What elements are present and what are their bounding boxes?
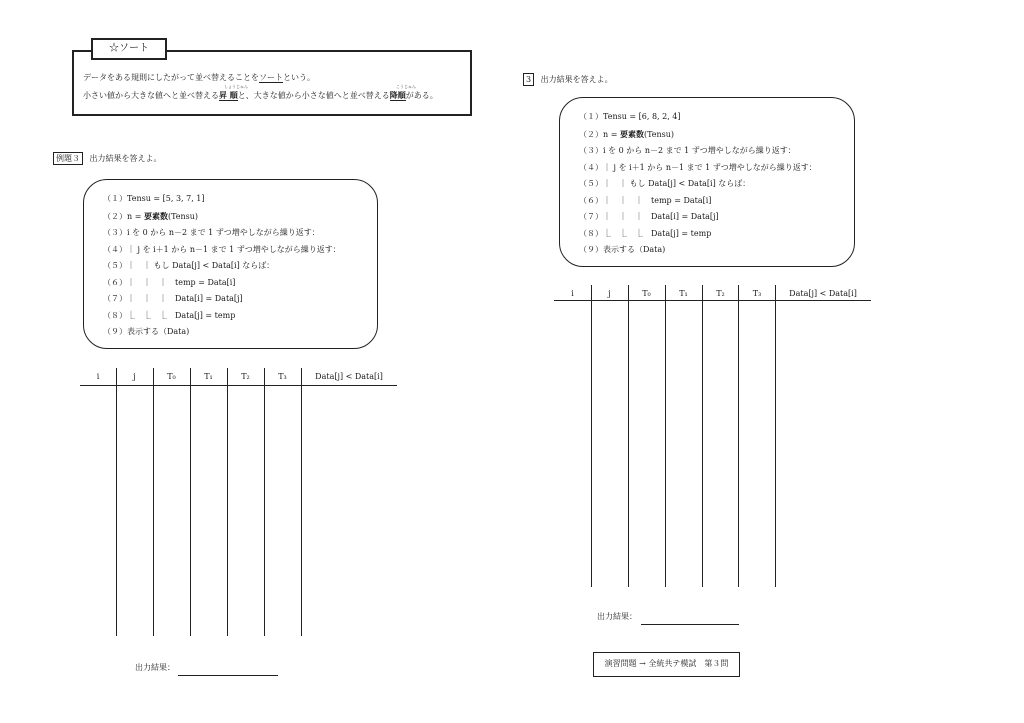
descending-term: 降順: [389, 90, 406, 100]
col-header-compare: Data[j] < Data[i]: [315, 372, 383, 381]
example-table-divider: [190, 368, 191, 636]
col-header-j: j: [608, 289, 611, 298]
col-header-t2: T₂: [716, 289, 725, 298]
algo-line-9: （９）表示する（Data): [579, 245, 666, 254]
ascending-ruby: しょうじゅん: [224, 84, 248, 89]
col-header-i: i: [96, 372, 100, 381]
col-header-t2: T₂: [241, 372, 250, 381]
example-table-divider: [227, 368, 228, 636]
problem3-table-rule: [554, 300, 871, 301]
reference-box: 演習問題 → 全統共テ模試 第３問: [593, 652, 740, 677]
algo-line-2: （２）n = 要素数(Tensu): [103, 210, 199, 221]
algo-line-8: （８）⎿ ⎿ ⎿ Data[j] = temp: [579, 228, 712, 238]
problem3-header: [523, 73, 613, 86]
algo-line-5: （５）｜ ｜ もし Data[j] < Data[i] ならば：: [103, 261, 275, 270]
col-header-t3: T₃: [278, 372, 287, 381]
algo-line-4: （４）｜ j を i＋1 から n－1 まで 1 ずつ増やしながら繰り返す：: [579, 162, 817, 172]
example-algorithm-lines: [103, 191, 341, 341]
problem3-instruction: 出力結果を答えよ。: [540, 75, 613, 84]
example-table-header: [80, 372, 397, 381]
ascending-term: 昇 順: [219, 90, 238, 100]
algo-line-7: （７）｜ ｜ ｜ Data[i] = Data[j]: [579, 212, 719, 221]
example-table-divider: [301, 368, 302, 636]
example-instruction: 出力結果を答えよ。: [89, 154, 162, 163]
example-table-divider: [264, 368, 265, 636]
problem3-table-divider: [591, 285, 592, 587]
col-header-i: i: [571, 289, 574, 298]
example-answer-line: [178, 675, 278, 676]
algo-line-1: （１）Tensu = [6, 8, 2, 4]: [579, 112, 681, 121]
example-table-divider: [116, 368, 117, 636]
col-header-t1: T₁: [679, 289, 688, 298]
algo-line-2: （２）n = 要素数(Tensu): [579, 128, 675, 139]
sort-term: ソート: [259, 73, 283, 82]
problem3-table-divider: [665, 285, 666, 587]
sort-title: ☆ソート: [91, 38, 167, 60]
algo-line-9: （９）表示する（Data): [103, 327, 190, 336]
example-label: 例題３: [53, 152, 83, 165]
algo-line-3: （３）i を 0 から n－2 まで 1 ずつ増やしながら繰り返す：: [579, 146, 796, 155]
col-header-compare: Data[j] < Data[i]: [789, 289, 857, 298]
algo-line-8: （８）⎿ ⎿ ⎿ Data[j] = temp: [103, 310, 236, 320]
sort-definition-line1: データをある規則にしたがって並べ替えることをソートという。: [83, 73, 315, 82]
algo-line-4: （４）｜ j を i＋1 から n－1 まで 1 ずつ増やしながら繰り返す：: [103, 244, 341, 254]
algo-line-3: （３）i を 0 から n－2 まで 1 ずつ増やしながら繰り返す：: [103, 228, 320, 237]
algo-line-5: （５）｜ ｜ もし Data[j] < Data[i] ならば：: [579, 179, 751, 188]
problem3-table-divider: [702, 285, 703, 587]
sort-definition-line2: 小さい値から大きな値へと並べ替える昇 順と、大きな値から小さな値へと並べ替える降順がある。: [83, 90, 438, 100]
algo-line-6: （６）｜ ｜ ｜ temp = Data[i]: [103, 277, 236, 287]
algo-line-1: （１）Tensu = [5, 3, 7, 1]: [103, 194, 205, 203]
col-header-t0: T₀: [167, 372, 176, 381]
problem3-table-divider: [738, 285, 739, 587]
col-header-t3: T₃: [752, 289, 762, 298]
algo-line-6: （６）｜ ｜ ｜ temp = Data[i]: [579, 195, 712, 205]
problem3-label: 3: [523, 73, 534, 86]
example-table-rule: [80, 385, 397, 386]
col-header-j: j: [133, 372, 136, 381]
problem3-answer-label: 出力結果：: [597, 612, 637, 621]
problem3-answer-line: [641, 624, 739, 625]
problem3-table-header: [554, 289, 871, 298]
example-header: [53, 152, 162, 165]
algo-line-7: （７）｜ ｜ ｜ Data[i] = Data[j]: [103, 294, 243, 303]
problem3-table-divider: [775, 285, 776, 587]
col-header-t0: T₀: [642, 289, 651, 298]
example-table-divider: [153, 368, 154, 636]
example-answer-label: 出力結果：: [135, 663, 175, 672]
col-header-t1: T₁: [204, 372, 213, 381]
problem3-table-divider: [628, 285, 629, 587]
problem3-algorithm-lines: [579, 109, 817, 259]
descending-ruby: こうじゅん: [396, 84, 416, 89]
